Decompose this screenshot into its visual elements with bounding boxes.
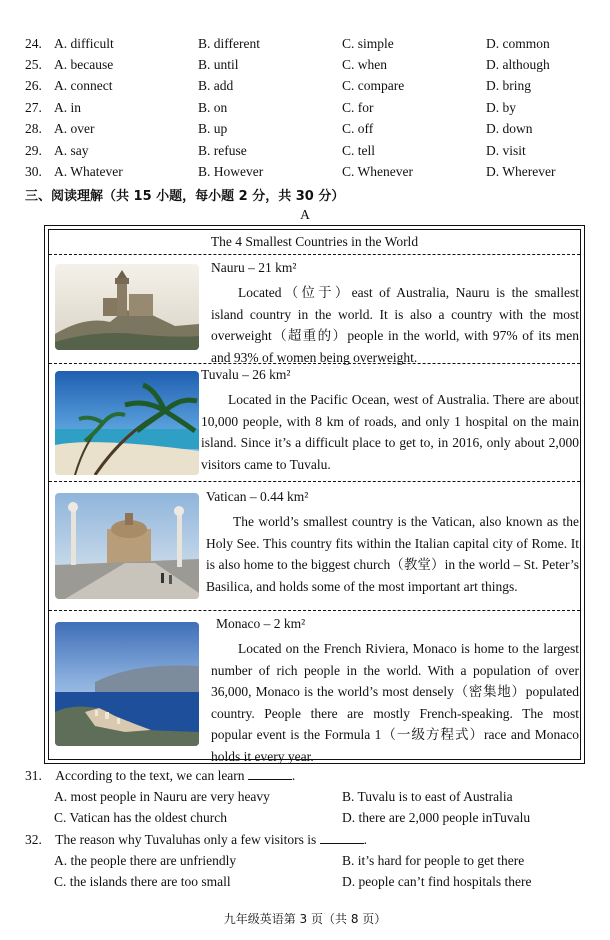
country-body: Located on the French Riviera, Monaco is home to the largest number of rich people in the world. With a population of over 36,000, Monaco is the world’s most densely（密集地）populated country. People there are mostly French-speaking. The most popular event is the Formula 1（一级方程式）race and Monaco holds it every year. — [211, 641, 579, 764]
question-number: 27. — [25, 100, 42, 115]
question-number: 32. — [25, 832, 42, 847]
countries-table-inner — [48, 229, 581, 764]
country-row-nauru — [49, 256, 580, 363]
country-row-tuvalu — [49, 365, 580, 481]
countries-table — [44, 225, 585, 764]
question-31: 31. According to the text, we can learn . — [25, 768, 296, 783]
option-d: D. by — [486, 100, 516, 115]
option-a: A. Whatever — [54, 164, 123, 179]
country-title: Tuvalu – 26 km² — [201, 367, 291, 382]
section-title: 三、阅读理解（共 15 小题，每小题 2 分，共 30 分） — [25, 189, 345, 204]
option-d: D. people can’t find hospitals there — [342, 874, 532, 889]
option-row-30 — [0, 164, 610, 184]
option-a: A. because — [54, 57, 114, 72]
country-body: The world’s smallest country is the Vatican, also known as the Holy See. This country fits within the Italian capital city of Rome. It is also home to the biggest church（教堂）in the world – St. Peter’s Basilica, and holds some of the most important art things. — [206, 514, 579, 594]
option-b: B. up — [198, 121, 228, 136]
option-d: D. Wherever — [486, 164, 556, 179]
country-title: Monaco – 2 km² — [216, 616, 306, 631]
monaco-photo — [55, 622, 199, 746]
question-number: 25. — [25, 57, 42, 72]
country-body: Located（位于）east of Australia, Nauru is the smallest island country in the world. It is also a country with the most overweight（超重的）people in the world, with 97% of its men and 93% of women being overweight. — [211, 285, 579, 365]
option-c: C. Vatican has the oldest church — [54, 810, 227, 825]
question-number: 30. — [25, 164, 42, 179]
option-row-28 — [0, 121, 610, 141]
option-c: C. simple — [342, 36, 394, 51]
vatican-photo — [55, 493, 199, 599]
option-c: C. Whenever — [342, 164, 413, 179]
option-b: B. on — [198, 100, 228, 115]
nauru-photo — [55, 264, 199, 350]
option-d: D. down — [486, 121, 533, 136]
question-number: 24. — [25, 36, 42, 51]
country-title: Vatican – 0.44 km² — [206, 489, 309, 504]
option-a: A. connect — [54, 78, 113, 93]
question-stem: According to the text, we can learn — [55, 768, 245, 783]
question-number: 29. — [25, 143, 42, 158]
option-b: B. However — [198, 164, 264, 179]
option-row-29 — [0, 143, 610, 163]
country-title: Nauru – 21 km² — [211, 260, 297, 275]
option-b: B. Tuvalu is to east of Australia — [342, 789, 513, 804]
country-row-monaco — [49, 612, 580, 764]
option-row-25 — [0, 57, 610, 77]
option-row-24 — [0, 36, 610, 56]
answer-blank — [248, 767, 292, 780]
option-d: D. there are 2,000 people inTuvalu — [342, 810, 531, 825]
row-divider — [49, 254, 580, 255]
country-row-vatican — [49, 483, 580, 608]
tuvalu-photo — [55, 371, 199, 475]
option-a: A. difficult — [54, 36, 114, 51]
row-divider — [49, 481, 580, 482]
table-header: The 4 Smallest Countries in the World — [210, 234, 419, 249]
option-d: D. common — [486, 36, 550, 51]
answer-blank — [320, 831, 364, 844]
option-a: A. most people in Nauru are very heavy — [54, 789, 270, 804]
question-32: 32. The reason why Tuvaluhas only a few visitors is . — [25, 832, 367, 847]
option-c: C. compare — [342, 78, 405, 93]
country-body: Located in the Pacific Ocean, west of Australia. There are about 10,000 people, with 8 km of roads, and only 1 hospital on the main island. Since it’s a difficult place to get to, in 2016, only about 2,000 visitors came to Tuvalu. — [201, 392, 579, 472]
option-c: C. off — [342, 121, 374, 136]
option-c: C. for — [342, 100, 374, 115]
option-c: C. the islands there are too small — [54, 874, 231, 889]
option-row-27 — [0, 100, 610, 120]
question-number: 28. — [25, 121, 42, 136]
option-a: A. in — [54, 100, 81, 115]
option-row-26 — [0, 78, 610, 98]
option-b: B. until — [198, 57, 239, 72]
option-b: B. add — [198, 78, 234, 93]
question-number: 26. — [25, 78, 42, 93]
page-footer: 九年级英语第 3 页（共 8 页） — [223, 912, 387, 926]
option-b: B. different — [198, 36, 260, 51]
option-d: D. bring — [486, 78, 531, 93]
question-number: 31. — [25, 768, 42, 783]
option-d: D. although — [486, 57, 550, 72]
option-c: C. when — [342, 57, 387, 72]
passage-label: A — [300, 207, 310, 222]
option-d: D. visit — [486, 143, 526, 158]
option-a: A. over — [54, 121, 95, 136]
option-c: C. tell — [342, 143, 375, 158]
option-a: A. say — [54, 143, 89, 158]
question-stem: The reason why Tuvaluhas only a few visitors is — [55, 832, 317, 847]
row-divider — [49, 610, 580, 611]
option-b: B. it’s hard for people to get there — [342, 853, 525, 868]
option-a: A. the people there are unfriendly — [54, 853, 237, 868]
option-b: B. refuse — [198, 143, 247, 158]
row-divider — [49, 363, 580, 364]
